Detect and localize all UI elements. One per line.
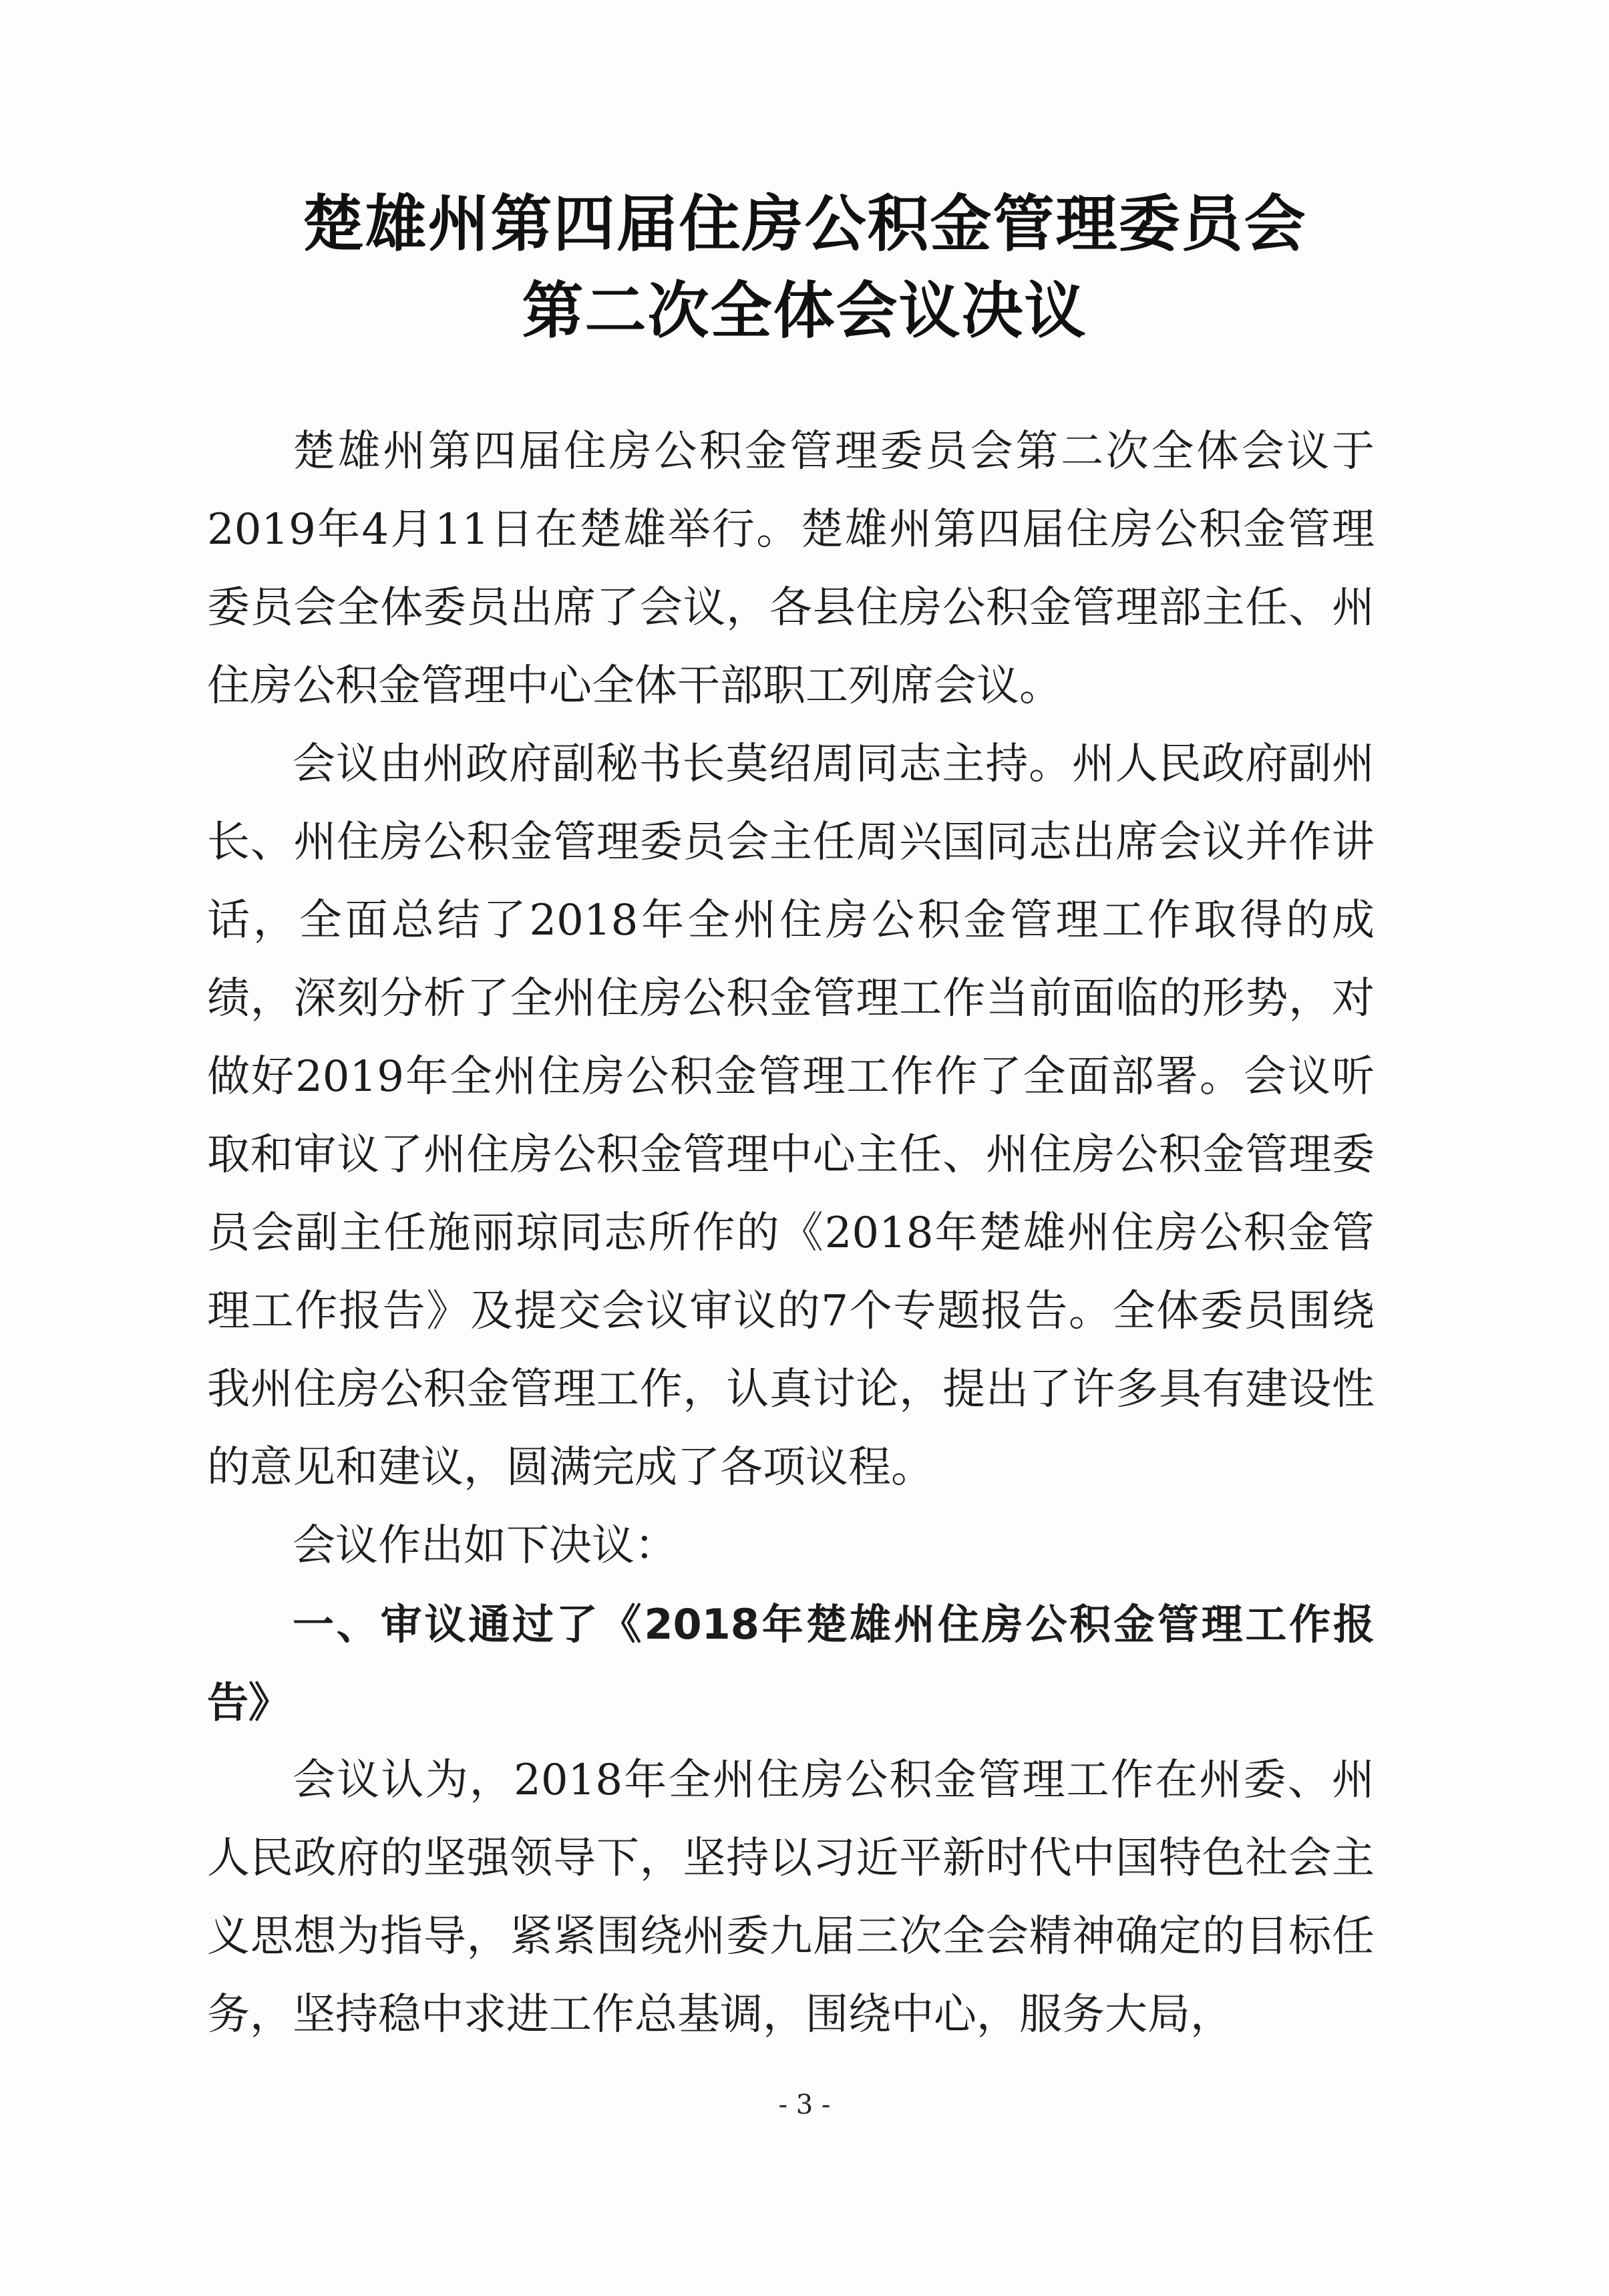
paragraph-meeting-assessment: 会议认为，2018年全州住房公积金管理工作在州委、州人民政府的坚强领导下，坚持以习近平新时代中国特色社会主义思想为指导，紧紧围绕州委九届三次全会精神确定的目标任务，坚持稳中求进工作总基调，围绕中心，服务大局，	[207, 1756, 1375, 2039]
paragraph-resolution-intro: 会议作出如下决议：	[293, 1521, 677, 1571]
document-title-line-1: 楚雄州第四届住房公积金管理委员会	[302, 188, 1307, 260]
document-body	[207, 413, 1375, 2054]
page-number: - 3 -	[778, 2090, 831, 2120]
paragraph-meeting-proceedings: 会议由州政府副秘书长莫绍周同志主持。州人民政府副州长、州住房公积金管理委员会主任周兴国同志出席会议并作讲话，全面总结了2018年全州住房公积金管理工作取得的成绩，深刻分析了全州住房公积金管理工作当前面临的形势，对做好2019年全州住房公积金管理工作作了全面部署。会议听取和审议了州住房公积金管理中心主任、州住房公积金管理委员会副主任施丽琼同志所作的《2018年楚雄州住房公积金管理工作报告》及提交会议审议的7个专题报告。全体委员围绕我州住房公积金管理工作，认真讨论，提出了许多具有建设性的意见和建议，圆满完成了各项议程。	[207, 740, 1375, 1492]
document-title-line-2: 第二次全体会议决议	[522, 275, 1087, 347]
section-heading-1: 一、审议通过了《2018年楚雄州住房公积金管理工作报告》	[207, 1600, 1375, 1727]
paragraph-meeting-info: 楚雄州第四届住房公积金管理委员会第二次全体会议于2019年4月11日在楚雄举行。楚雄州第四届住房公积金管理委员会全体委员出席了会议，各县住房公积金管理部主任、州住房公积金管理中心全体干部职工列席会议。	[207, 427, 1375, 711]
